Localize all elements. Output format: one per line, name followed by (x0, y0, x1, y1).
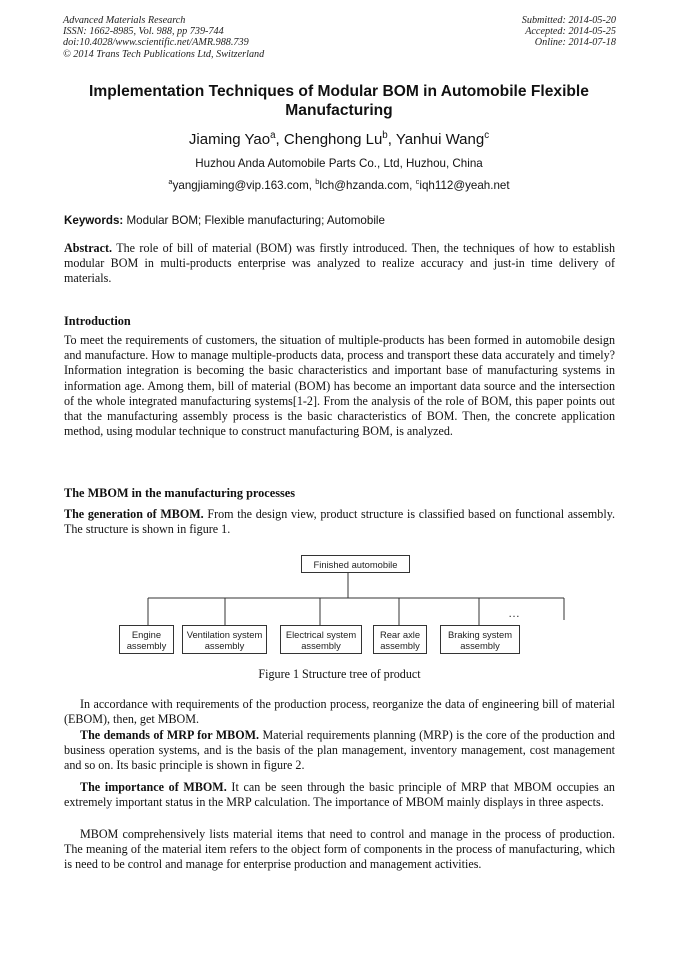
abstract-label: Abstract. (64, 241, 113, 255)
tree-node: Braking system assembly (440, 625, 520, 654)
email-list: $^a$yangjiaming@vip.163.com, $^b$lch@hzanda.com, $^c$iqh112@yeah.net (168, 177, 510, 192)
generation-label: The generation of MBOM. (64, 507, 204, 521)
importance-text: It can be seen through the basic principle of MRP that MBOM occupies an extremely important status in the MRP calculation. The importance of MBOM mainly displays in three aspects. (64, 780, 615, 810)
tree-node: Electrical system assembly (280, 625, 362, 654)
submitted-date: Submitted: 2014-05-20 (521, 15, 616, 26)
email-mark: c (415, 177, 420, 187)
mrp-text: Material requirements planning (MRP) is the core of the production and business operation systems, and is the basis of the plan management, inventory management, cost management and so on. Its basic principle is shown in figure 2. (64, 728, 615, 773)
author-mark: a (270, 130, 276, 141)
author-mark: b (382, 130, 388, 141)
author-mark: c (484, 130, 490, 141)
paper-title: Implementation Techniques of Modular BOM in Automobile Flexible Manufacturing (89, 83, 589, 119)
tree-node: Engine assembly (119, 625, 174, 654)
introduction-paragraph: To meet the requirements of customers, the situation of multiple-products has been formed in automobile design and manufacture. How to manage multiple-products data, process and transport these data accurately and timely? Information integration is becoming the basic characteristics and important base of manufacturing systems in information age. Among them, bill of material (BOM) has become an important data source and the intersection of the whole integrated manufacturing systems[1-2]. From the analysis of the role of BOM, this paper points out that the manufacturing assembly process is the basic characteristics of BOM. Then, the concrete application method, using modular technique to construct manufacturing BOM, is analyzed. (64, 333, 615, 439)
ebom-paragraph: In accordance with requirements of the production process, reorganize the data of engineering bill of material (EBOM), then, get MBOM. (64, 697, 615, 727)
tree-node-root: Finished automobile (301, 555, 410, 573)
doi-line: doi:10.4028/www.scientific.net/AMR.988.739 (63, 37, 249, 49)
mrp-label: The demands of MRP for MBOM. (80, 728, 260, 742)
accepted-date: Accepted: 2014-05-25 (525, 26, 616, 38)
importance-label: The importance of MBOM. (80, 780, 227, 794)
section-heading-mbom: The MBOM in the manufacturing processes (64, 486, 296, 500)
email-address[interactable]: iqh112@yeah.net (419, 179, 510, 192)
author-name: Yanhui Wang (395, 131, 485, 148)
section-heading-introduction: Introduction (64, 314, 131, 328)
generation-text: From the design view, product structure is classified based on functional assembly. The structure is shown in figure 1. (64, 507, 615, 537)
figure-caption: Figure 1 Structure tree of product (258, 667, 421, 681)
importance-paragraph (64, 780, 615, 810)
journal-name: Advanced Materials Research (63, 15, 186, 26)
keywords-label: Keywords: (64, 214, 124, 227)
mrp-paragraph (64, 728, 615, 774)
author-name: Chenghong Lu (283, 131, 383, 148)
issn-line: ISSN: 1662-8985, Vol. 988, pp 739-744 (63, 26, 224, 38)
email-address[interactable]: yangjiaming@vip.163.com (172, 179, 309, 192)
author-name: Jiaming Yao (188, 131, 271, 148)
author-list: Jiaming Yao$^a$, Chenghong Lu$^b$, Yanhui Wang$^c$ (188, 130, 490, 148)
lists-paragraph: MBOM comprehensively lists material items that need to control and manage in the process of production. The meaning of the material item refers to the object form of components in the process of manufacturing, which is need to be control and manage for enterprise production and management activities. (64, 827, 615, 872)
tree-node: Rear axle assembly (373, 625, 427, 654)
online-date: Online: 2014-07-18 (534, 37, 616, 49)
email-mark: a (168, 177, 173, 187)
copyright-line: © 2014 Trans Tech Publications Ltd, Switzerland (63, 48, 265, 60)
affiliation: Huzhou Anda Automobile Parts Co., Ltd, Huzhou, China (195, 157, 483, 170)
abstract-text: The role of bill of material (BOM) was firstly introduced. Then, the techniques of how to establish modular BOM in multi-products enterprise was analyzed to realize accuracy and just-in time delivery of materials. (64, 241, 615, 286)
email-mark: b (315, 177, 320, 187)
tree-node: Ventilation system assembly (182, 625, 267, 654)
keywords-text: Modular BOM; Flexible manufacturing; Automobile (126, 214, 385, 227)
tree-ellipsis: … (508, 606, 520, 620)
email-address[interactable]: lch@hzanda.com (319, 179, 410, 192)
